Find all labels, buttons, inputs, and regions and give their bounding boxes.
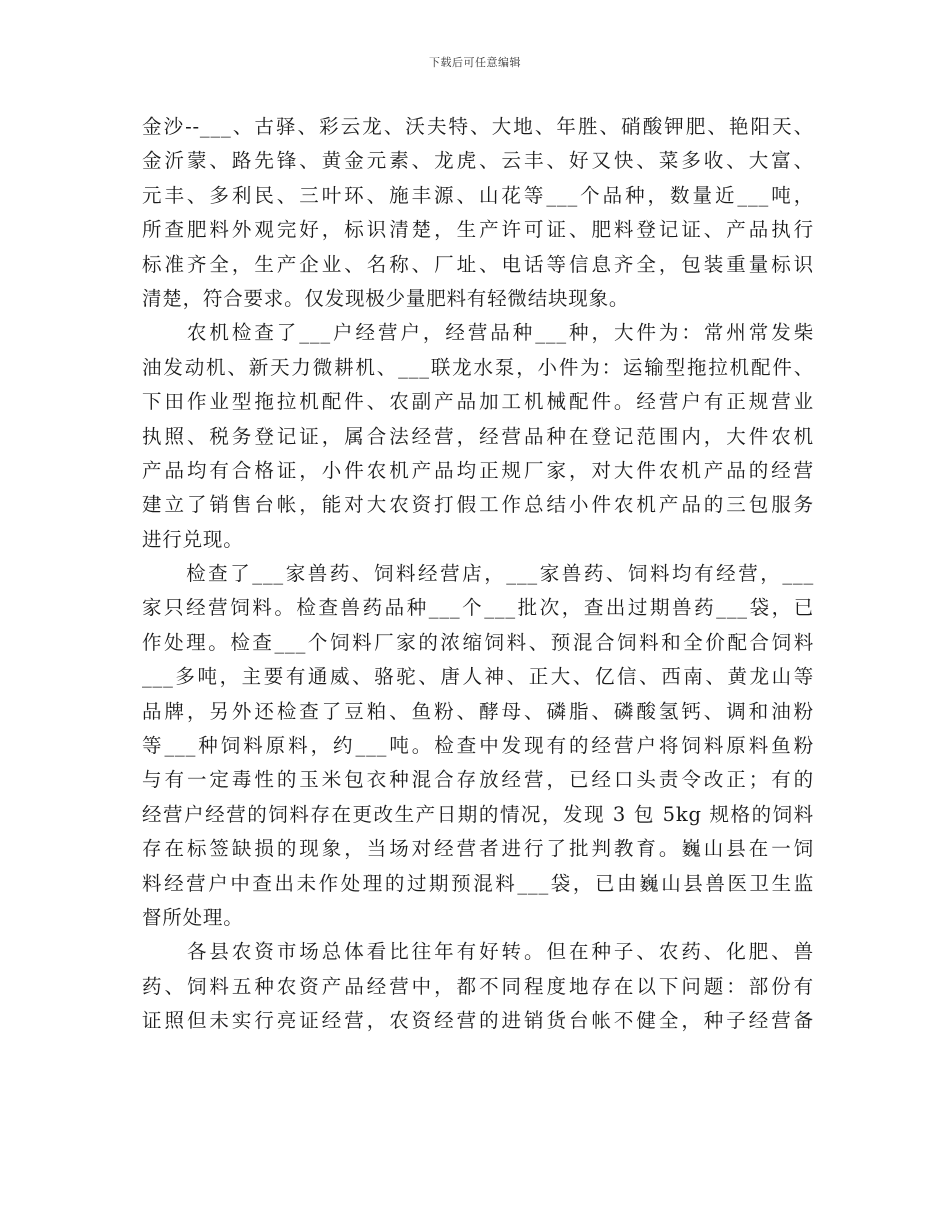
page-header: 下载后可任意编辑: [429, 56, 521, 69]
text-line: 各县农资市场总体看比往年有好转。但在种子、农药、化肥、兽: [142, 940, 814, 964]
text-line: 下田作业型拖拉机配件、农副产品加工机械配件。经营户有正规营业: [142, 390, 814, 414]
text-line: 所查肥料外观完好，标识清楚，生产许可证、肥料登记证、产品执行: [142, 218, 814, 242]
text-line: 执照、税务登记证，属合法经营，经营品种在登记范围内，大件农机: [142, 424, 814, 448]
text-line: 料经营户中查出未作处理的过期预混料___袋，已由巍山县兽医卫生监: [142, 871, 814, 895]
text-line: ___多吨，主要有通威、骆驼、唐人神、正大、亿信、西南、黄龙山等: [142, 665, 814, 689]
text-line: 等___种饲料原料，约___吨。检查中发现有的经营户将饲料原料鱼粉: [142, 734, 814, 758]
text-line: 检查了___家兽药、饲料经营店，___家兽药、饲料均有经营，___: [142, 562, 814, 586]
text-line: 元丰、多利民、三叶环、施丰源、山花等___个品种，数量近___吨，: [142, 183, 814, 207]
text-line: 清楚，符合要求。仅发现极少量肥料有轻微结块现象。: [142, 286, 630, 310]
text-line: 与有一定毒性的玉米包衣种混合存放经营，已经口头责令改正；有的: [142, 768, 814, 792]
text-line: 药、饲料五种农资产品经营中，都不同程度地存在以下问题：部份有: [142, 974, 814, 998]
text-line: 金沙--___、古驿、彩云龙、沃夫特、大地、年胜、硝酸钾肥、艳阳天、: [142, 115, 814, 138]
text-line: 督所处理。: [142, 905, 244, 929]
text-line: 品牌，另外还检查了豆粕、鱼粉、酵母、磷脂、磷酸氢钙、调和油粉: [142, 699, 814, 723]
text-line: 家只经营饲料。检查兽药品种___个___批次，查出过期兽药___袋，已: [142, 596, 814, 620]
text-line: 作处理。检查___个饲料厂家的浓缩饲料、预混合饲料和全价配合饲料: [142, 630, 814, 654]
text-line: 产品均有合格证，小件农机产品均正规厂家，对大件农机产品的经营: [142, 458, 814, 482]
text-line: 经营户经营的饲料存在更改生产日期的情况，发现 3 包 5kg 规格的饲料: [142, 802, 814, 826]
text-line: 存在标签缺损的现象，当场对经营者进行了批判教育。巍山县在一饲: [142, 837, 814, 861]
text-line: 进行兑现。: [142, 527, 244, 551]
text-line: 标准齐全，生产企业、名称、厂址、电话等信息齐全，包装重量标识: [142, 252, 814, 276]
text-line: 金沂蒙、路先锋、黄金元素、龙虎、云丰、好又快、菜多收、大富、: [142, 149, 814, 173]
text-line: 农机检查了___户经营户，经营品种___种，大件为：常州常发柴: [142, 321, 814, 345]
text-line: 证照但未实行亮证经营，农资经营的进销货台帐不健全，种子经营备: [142, 1009, 814, 1033]
text-line: 建立了销售台帐，能对大农资打假工作总结小件农机产品的三包服务: [142, 493, 814, 517]
document-body: [142, 110, 814, 1039]
text-line: 油发动机、新天力微耕机、___联龙水泵，小件为：运输型拖拉机配件、: [142, 355, 814, 379]
